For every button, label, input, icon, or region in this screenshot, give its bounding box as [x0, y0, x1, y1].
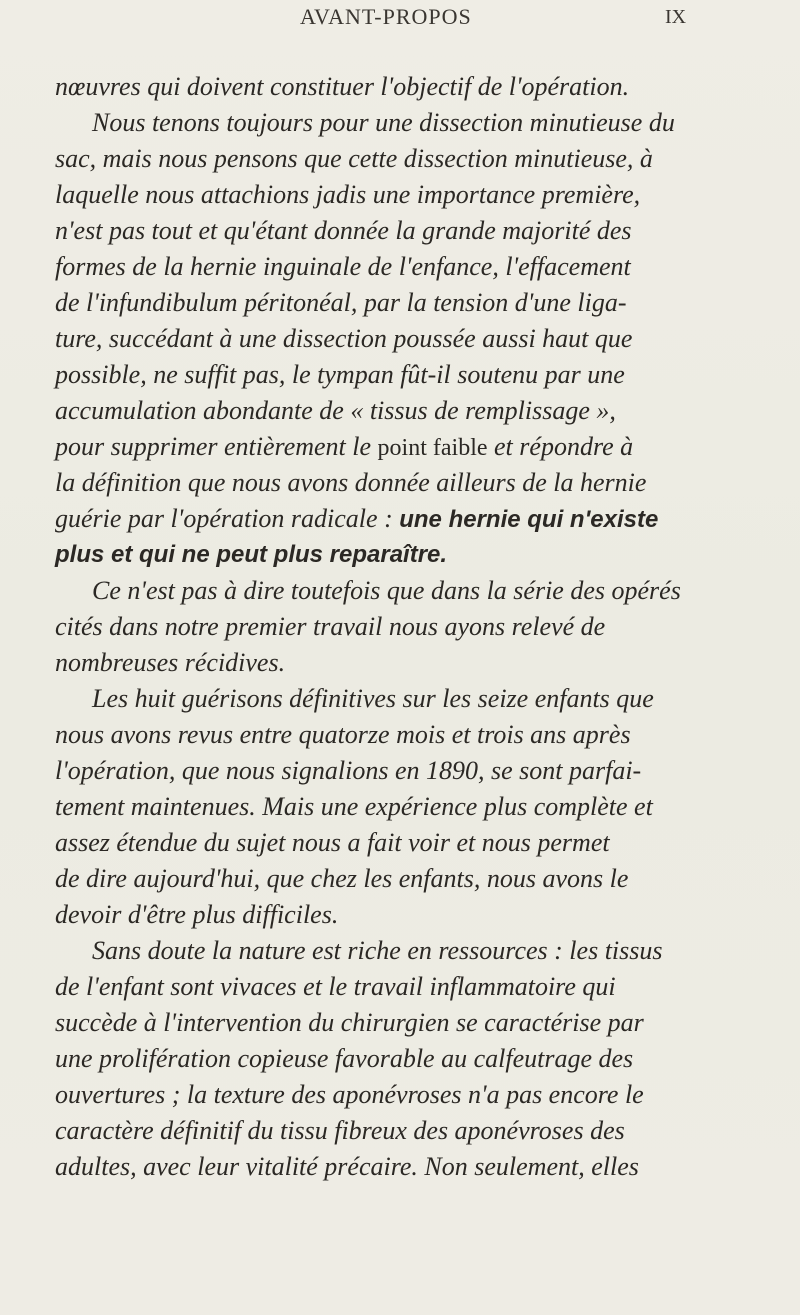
text-line: de dire aujourd'hui, que chez les enfants, nous avons le [55, 864, 629, 893]
page-number: IX [665, 6, 687, 28]
text-line: n'est pas tout et qu'étant donnée la grande majorité des [55, 216, 632, 245]
text-line: une prolifération copieuse favorable au calfeutrage des [55, 1044, 634, 1073]
text-line: ture, succédant à une dissection poussée aussi haut que [55, 324, 633, 353]
text-line: assez étendue du sujet nous a fait voir et nous permet [55, 828, 610, 857]
emphasized-line: plus et qui ne peut plus reparaître. [55, 541, 448, 568]
text-line: tement maintenues. Mais une expérience plus complète et [55, 792, 653, 821]
text-line: laquelle nous attachions jadis une importance première, [55, 180, 641, 209]
text-segment: pour supprimer entièrement le [55, 432, 378, 461]
text-line [55, 502, 658, 537]
text-line: adultes, avec leur vitalité précaire. Non seulement, elles [55, 1152, 639, 1181]
text-line [55, 430, 633, 465]
text-line: ouvertures ; la texture des aponévroses n'a pas encore le [55, 1080, 644, 1109]
roman-phrase: point faible [377, 435, 488, 461]
text-line: sac, mais nous pensons que cette dissection minutieuse, à [55, 144, 653, 173]
text-line: nous avons revus entre quatorze mois et trois ans après [55, 720, 631, 749]
text-line: succède à l'intervention du chirurgien se caractérise par [55, 1008, 644, 1037]
text-segment: guérie par l'opération radicale : [55, 504, 400, 533]
text-line: accumulation abondante de « tissus de remplissage », [55, 396, 616, 425]
text-line: de l'enfant sont vivaces et le travail inflammatoire qui [55, 972, 616, 1001]
text-line: devoir d'être plus difficiles. [55, 900, 339, 929]
text-line: Nous tenons toujours pour une dissection minutieuse du [92, 108, 675, 137]
text-line: Sans doute la nature est riche en ressources : les tissus [92, 936, 663, 965]
text-line: caractère définitif du tissu fibreux des aponévroses des [55, 1116, 625, 1145]
text-line: Les huit guérisons définitives sur les seize enfants que [92, 684, 654, 713]
text-segment: et répondre à [487, 432, 634, 461]
text-line: nœuvres qui doivent constituer l'objectif de l'opération. [55, 72, 630, 101]
running-head [0, 4, 800, 34]
text-line: de l'infundibulum péritonéal, par la tension d'une liga- [55, 288, 627, 317]
text-line: cités dans notre premier travail nous ayons relevé de [55, 612, 606, 641]
running-title: AVANT-PROPOS [300, 4, 472, 29]
text-line: possible, ne suffit pas, le tympan fût-il soutenu par une [55, 360, 625, 389]
text-line: l'opération, que nous signalions en 1890, se sont parfai- [55, 756, 642, 785]
text-line: nombreuses récidives. [55, 648, 286, 677]
text-line: la définition que nous avons donnée ailleurs de la hernie [55, 468, 647, 497]
emphasized-phrase: une hernie qui n'existe [399, 506, 659, 533]
text-line: Ce n'est pas à dire toutefois que dans la série des opérés [92, 576, 681, 605]
text-line: formes de la hernie inguinale de l'enfance, l'effacement [55, 252, 631, 281]
